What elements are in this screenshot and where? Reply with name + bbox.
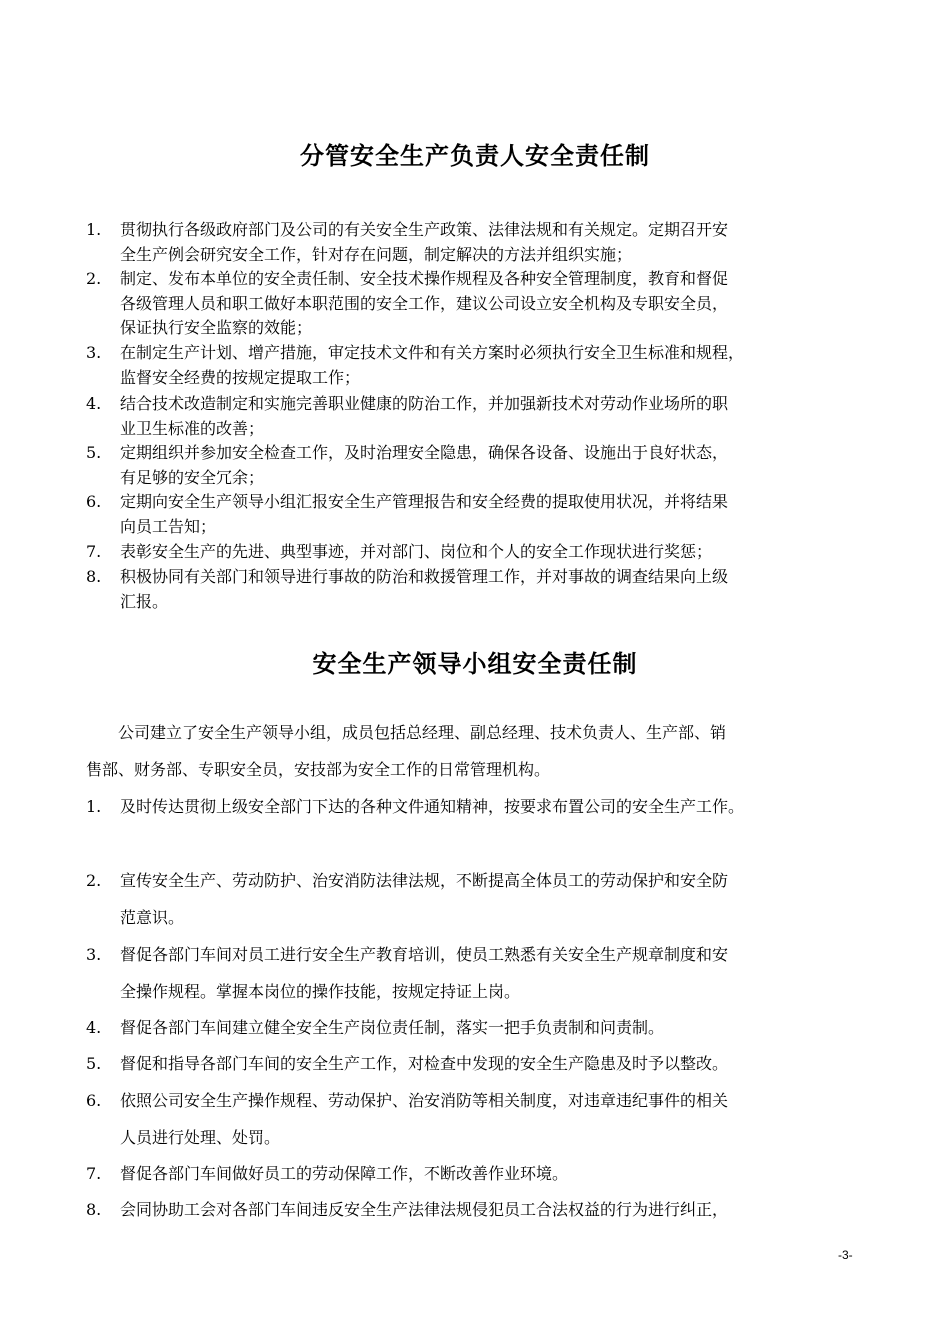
item-text: 会同协助工会对各部门车间违反安全生产法律法规侵犯员工合法权益的行为进行纠正，	[120, 1200, 729, 1219]
item-number: 3.	[86, 343, 102, 362]
item-text: 制定、发布本单位的安全责任制、安全技术操作规程及各种安全管理制度，教育和督促 各级管理人员和职工做好本职范围的安全工作，建议公司设立安全机构及专职安全员， 保证执行安全监察的效能；	[120, 269, 729, 337]
item-number: 8.	[86, 567, 102, 586]
section1-item-6	[86, 490, 886, 539]
section2-item-8	[86, 1191, 886, 1228]
item-text: 督促各部门车间对员工进行安全生产教育培训，使员工熟悉有关安全生产规章制度和安 全操作规程。掌握本岗位的操作技能，按规定持证上岗。	[120, 945, 729, 1001]
item-text: 积极协同有关部门和领导进行事故的防治和救援管理工作，并对事故的调查结果向上级 汇报。	[120, 567, 729, 611]
section2-item-3	[86, 936, 886, 1010]
item-text: 在制定生产计划、增产措施，审定技术文件和有关方案时必须执行安全卫生标准和规程， 监督安全经费的按规定提取工作；	[120, 343, 745, 387]
item-number: 2.	[86, 269, 102, 288]
item-number: 3.	[86, 945, 102, 964]
section2-item-6	[86, 1082, 886, 1156]
item-number: 2.	[86, 871, 102, 890]
item-text: 贯彻执行各级政府部门及公司的有关安全生产政策、法律法规和有关规定。定期召开安 全生产例会研究安全工作，针对存在问题，制定解决的方法并组织实施；	[120, 220, 729, 264]
page-number: -3-	[838, 1248, 853, 1262]
item-number: 5.	[86, 1054, 102, 1073]
section2-item-1	[86, 788, 886, 825]
section2-intro: 公司建立了安全生产领导小组，成员包括总经理、副总经理、技术负责人、生产部、销 售部、财务部、专职安全员，安技部为安全工作的日常管理机构。	[86, 723, 727, 779]
section1-item-7	[86, 540, 886, 565]
item-text: 结合技术改造制定和实施完善职业健康的防治工作，并加强新技术对劳动作业场所的职 业卫生标准的改善；	[120, 394, 729, 438]
section1-title: 分管安全生产负责人安全责任制	[300, 142, 650, 170]
item-text: 依照公司安全生产操作规程、劳动保护、治安消防等相关制度，对违章违纪事件的相关 人员进行处理、处罚。	[120, 1091, 729, 1147]
section1-item-5	[86, 441, 886, 490]
section1-item-4	[86, 392, 886, 441]
item-number: 4.	[86, 1018, 102, 1037]
item-number: 5.	[86, 443, 102, 462]
item-text: 及时传达贯彻上级安全部门下达的各种文件通知精神，按要求布置公司的安全生产工作。	[120, 797, 745, 816]
section2-item-5	[86, 1045, 886, 1082]
item-number: 7.	[86, 542, 102, 561]
item-number: 1.	[86, 797, 102, 816]
section2-item-4	[86, 1009, 886, 1046]
section2-item-2	[86, 862, 886, 936]
item-text: 督促各部门车间建立健全安全生产岗位责任制，落实一把手负责制和问责制。	[120, 1018, 665, 1037]
section2-item-7	[86, 1155, 886, 1192]
item-number: 4.	[86, 394, 102, 413]
item-number: 8.	[86, 1200, 102, 1219]
item-text: 定期组织并参加安全检查工作，及时治理安全隐患，确保各设备、设施出于良好状态， 有足够的安全冗余；	[120, 443, 729, 487]
section1-item-3	[86, 341, 886, 390]
section1-item-2	[86, 267, 886, 341]
item-number: 7.	[86, 1164, 102, 1183]
item-text: 表彰安全生产的先进、典型事迹，并对部门、岗位和个人的安全工作现状进行奖惩；	[120, 542, 713, 561]
item-number: 1.	[86, 220, 102, 239]
item-number: 6.	[86, 492, 102, 511]
section1-item-8	[86, 565, 886, 614]
item-text: 定期向安全生产领导小组汇报安全生产管理报告和安全经费的提取使用状况，并将结果 向员工告知；	[120, 492, 729, 536]
item-text: 督促和指导各部门车间的安全生产工作，对检查中发现的安全生产隐患及时予以整改。	[120, 1054, 729, 1073]
item-text: 督促各部门车间做好员工的劳动保障工作，不断改善作业环境。	[120, 1164, 569, 1183]
item-number: 6.	[86, 1091, 102, 1110]
section2-title: 安全生产领导小组安全责任制	[312, 650, 638, 678]
item-text: 宣传安全生产、劳动防护、治安消防法律法规，不断提高全体员工的劳动保护和安全防 范意识。	[120, 871, 729, 927]
section1-item-1	[86, 218, 886, 267]
